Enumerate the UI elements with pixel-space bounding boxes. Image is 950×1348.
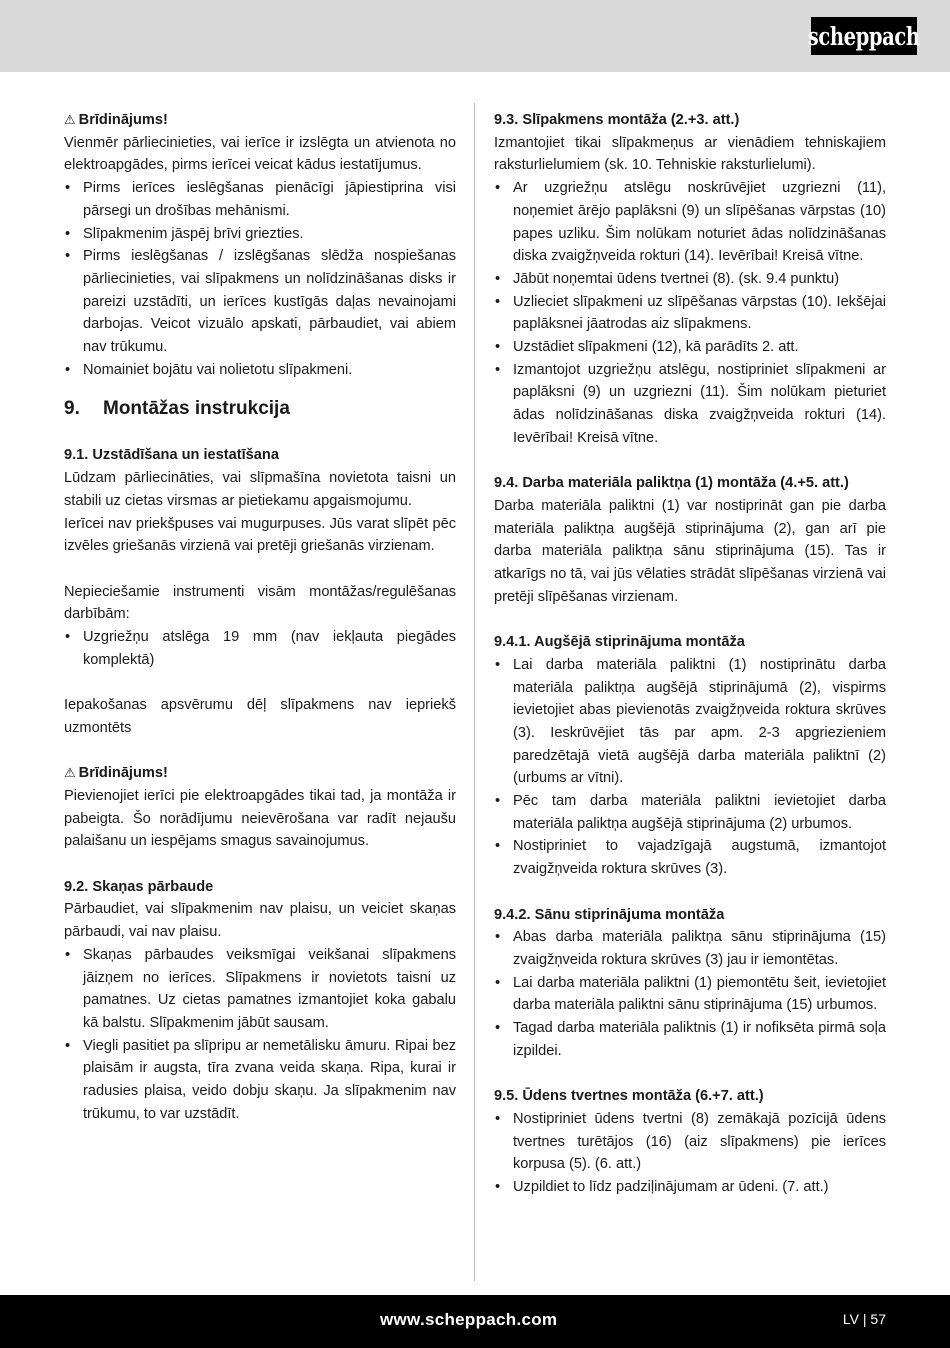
paragraph: Iepakošanas apsvērumu dēļ slīpakmens nav iepriekš uzmontēts [64, 697, 456, 736]
paragraph: Lūdzam pārliecināties, vai slīpmašīna novietota taisni un stabili uz cietas virsmas ar pietiekamu apgaismojumu. [64, 470, 456, 509]
list-item: • Uzpildiet to līdz padziļinājumam ar ūdeni. (7. att.) [494, 1176, 886, 1199]
top-mount-list [494, 654, 886, 881]
subsection-heading: 9.5. Ūdens tvertnes montāža (6.+7. att.) [494, 1088, 764, 1105]
list-item: • Nostipriniet to vajadzīgajā augstumā, izmantojot zvaigžņveida roktura skrūves (3). [494, 835, 886, 880]
tools-list [64, 626, 456, 671]
list-item: • Jābūt noņemtai ūdens tvertnei (8). (sk. 9.4 punktu) [494, 268, 886, 291]
subsection-heading: 9.4.2. Sānu stiprinājuma montāža [494, 906, 725, 923]
subsection-heading: 9.3. Slīpakmens montāža (2.+3. att.) [494, 112, 740, 128]
section-title: Montāžas instrukcija [103, 398, 290, 420]
list-item: • Uzgriežņu atslēga 19 mm (nav iekļauta piegādes komplektā) [64, 626, 456, 671]
list-item: • Ar uzgriežņu atslēgu noskrūvējiet uzgriezni (11), noņemiet ārējo paplāksni (9) un slīpēšanas vārpstas (10) papes uzliku. Šim nolūkam noturiet ādas nolīdzināšanas diska zvaigžņveida rokturi (14). Ievērībai! Kreisā vītne. [494, 177, 886, 268]
paragraph: Izmantojiet tikai slīpakmeņus ar vienādiem tehniskajiem raksturlielumiem (sk. 10. Tehniskie raksturlielumi). [494, 134, 886, 174]
subsection-heading: 9.4. Darba materiāla paliktņa (1) montāža (4.+5. att.) [494, 475, 849, 492]
warning-triangle-icon: ⚠ [64, 765, 76, 781]
side-mount-list [494, 926, 886, 1062]
paragraph: Ierīcei nav priekšpuses vai mugurpuses. Jūs varat slīpēt pēc izvēles griešanās virzienā vai pretēji griešanās virzienam. [64, 515, 456, 555]
list-item: • Izmantojot uzgriežņu atslēgu, nostipriniet slīpakmeni ar paplāksni (9) un uzgriezni (11). Šim nolūkam pieturiet ādas nolīdzināšanas diska zvaigžņveida rokturi (14). Ievērībai! Kreisā vītne. [494, 359, 886, 450]
page-footer [0, 1295, 950, 1348]
list-item: • Viegli pasitiet pa slīpripu ar nemetālisku āmuru. Ripai bez plaisām ir augsta, tīra zvana veida skaņa. Ripa, kurai ir radusies plaisa, veido dobju skaņu. Ja slīpakmenim nav trūkumu, to var uzstādīt. [64, 1035, 456, 1126]
list-item: • Lai darba materiāla paliktni (1) nostiprinātu darba materiāla paliktņa augšējā stiprinājumā (2), vispirms ievietojiet abas pievienotās zvaigžņveida roktura skrūves (3). Ieskrūvējiet tās par apm. 2-3 apgriezieniem paredzētajā vietā augšējā darba materiāla paliktnī (2) (urbums ar vītni). [494, 654, 886, 790]
list-item: • Pēc tam darba materiāla paliktni ievietojiet darba materiāla paliktņa augšējā stiprinājuma (2) urbumos. [494, 790, 886, 835]
warning-text: Pievienojiet ierīci pie elektroapgādes tikai tad, ja montāža ir pabeigta. Šo norādījumu neievērošana var radīt nejaušu palaišanu un iespējams smagus savainojumus. [64, 787, 456, 850]
water-tank-list [494, 1108, 886, 1199]
paragraph: Nepieciešamie instrumenti visām montāžas/regulēšanas darbībām: [64, 583, 456, 623]
list-item: • Uzstādiet slīpakmeni (12), kā parādīts 2. att. [494, 336, 886, 359]
column-divider [474, 103, 475, 1281]
list-item: • Nomainiet bojātu vai nolietotu slīpakmeni. [64, 359, 456, 382]
warning-list [64, 177, 456, 381]
website-link[interactable]: www.scheppach.com [380, 1310, 558, 1329]
list-item: • Pirms ieslēgšanas / izslēgšanas slēdža nospiešanas pārliecinieties, vai slīpakmens un nolīdzināšanas disks ir pareizi uzstādīti, un ierīces kustīgās daļas nevainojami darbojas. Veicot vizuālo apskati, pārbaudiet, vai abiem nav trūkumu. [64, 245, 456, 359]
list-item: • Slīpakmenim jāspēj brīvi griezties. [64, 223, 456, 246]
grindstone-list [494, 177, 886, 449]
paragraph: Pārbaudiet, vai slīpakmenim nav plaisu, un veiciet skaņas pārbaudi, vai nav plaisu. [64, 901, 456, 941]
subsection-heading: 9.2. Skaņas pārbaude [64, 878, 214, 895]
warning-heading: ⚠ Brīdinājums! [64, 762, 456, 785]
warning-triangle-icon: ⚠ [64, 112, 76, 127]
list-item: • Uzlieciet slīpakmeni uz slīpēšanas vārpstas (10). Iekšējai paplāksnei jāatrodas aiz slīpakmens. [494, 291, 886, 336]
section-heading [64, 397, 456, 421]
paragraph: Darba materiāla paliktni (1) var nostiprināt gan pie darba materiāla paliktņa augšējā stiprinājuma (2), gan arī pie darba materiāla paliktņa sānu stiprinājuma (15). Tas ir atkarīgs no tā, vai jūs vēlaties strādāt slīpēšanas virzienā vai pretēji slīpēšanas virzienam. [494, 497, 886, 605]
section-number: 9. [64, 398, 80, 420]
subsection-heading: 9.1. Uzstādīšana un iestatīšana [64, 447, 279, 464]
subsection-heading: 9.4.1. Augšējā stiprinājuma montāža [494, 634, 745, 651]
page-header [0, 0, 950, 72]
brand-logo: scheppach [811, 17, 917, 55]
sound-test-list [64, 944, 456, 1126]
list-item: • Nostipriniet ūdens tvertni (8) zemākajā pozīcijā ūdens tvertnes turētājos (16) (aiz slīpakmens) pie ierīces korpusa (5). (6. att.) [494, 1108, 886, 1176]
right-column [494, 109, 886, 1199]
list-item: • Lai darba materiāla paliktni (1) piemontētu šeit, ievietojiet darba materiāla paliktni sānu stiprinājuma (15) urbumos. [494, 972, 886, 1017]
warning-heading: ⚠ Brīdinājums! [64, 109, 456, 132]
list-item: • Tagad darba materiāla paliktnis (1) ir nofiksēta pirmā soļa izpildei. [494, 1017, 886, 1062]
list-item: • Pirms ierīces ieslēgšanas pienācīgi jāpiestiprina visi pārsegi un drošības mehānismi. [64, 177, 456, 222]
warning-text: Vienmēr pārliecinieties, vai ierīce ir izslēgta un atvienota no elektroapgādes, pirms ierīcei veicat kādus iestatījumus. [64, 134, 456, 174]
left-column [64, 109, 456, 1125]
page-number: LV | 57 [842, 1311, 886, 1327]
list-item: • Skaņas pārbaudes veiksmīgai veikšanai slīpakmens jāizņem no ierīces. Slīpakmens ir novietots taisni uz pamatnes. Uz cietas pamatnes izmantojiet koka gabalu kā balstu. Slīpakmenim jābūt sausam. [64, 944, 456, 1035]
list-item: • Abas darba materiāla paliktņa sānu stiprinājuma (15) zvaigžņveida roktura skrūves (3) jau ir iemontētas. [494, 926, 886, 971]
